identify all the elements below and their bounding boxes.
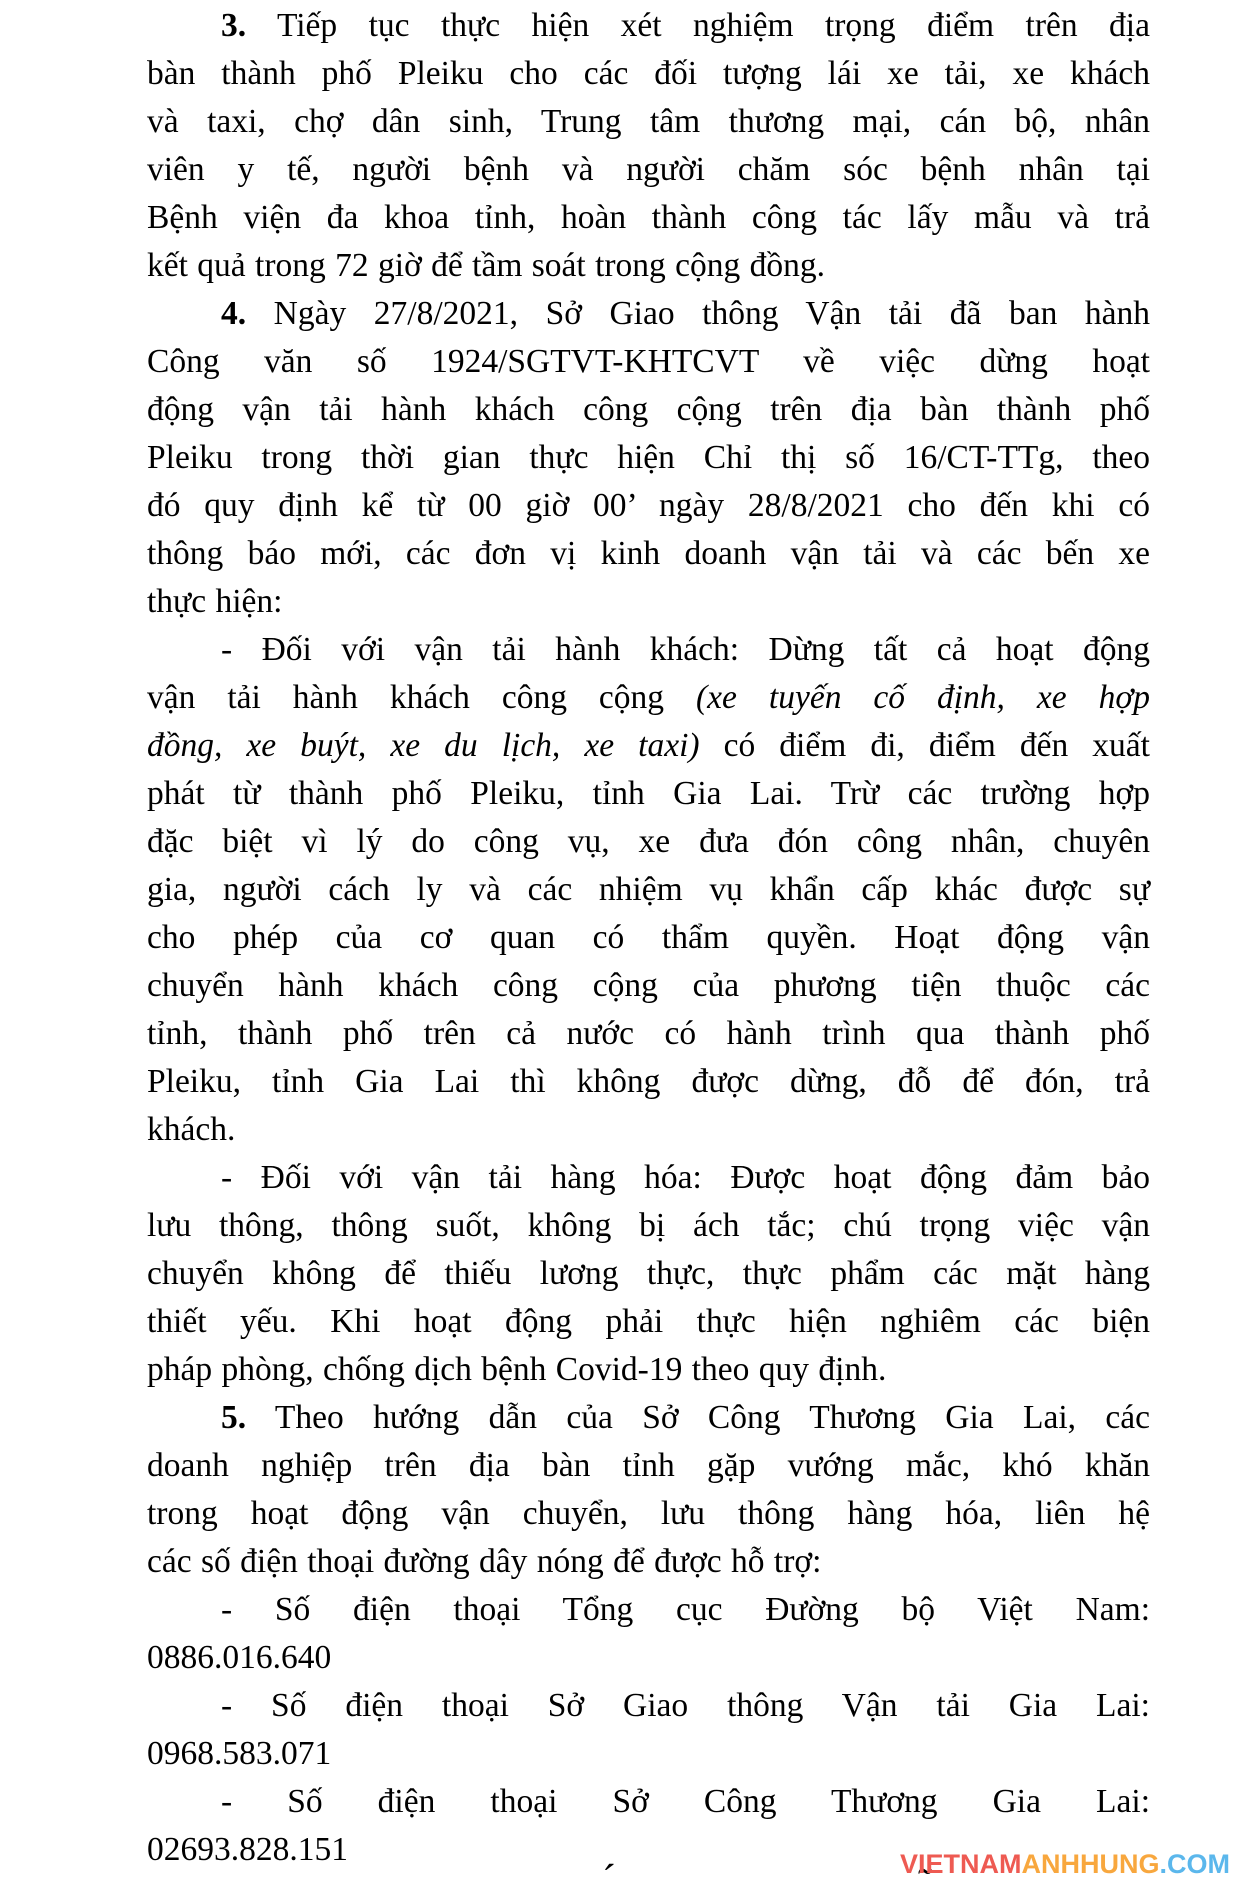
text-segment: - Số điện thoại Tổng cục Đường bộ Việt Nam: [221,1591,1150,1628]
text-line [147,434,1150,482]
text-segment: đó quy định kể từ 00 giờ 00’ ngày 28/8/2021 cho đến khi có [147,487,1150,524]
text-line [147,1442,1150,1490]
text-segment: - Đối với vận tải hành khách: Dừng tất cả hoạt động [221,631,1150,668]
text-line [147,962,1150,1010]
text-segment: Bệnh viện đa khoa tỉnh, hoàn thành công tác lấy mẫu và trả [147,199,1150,236]
text-segment: Pleiku trong thời gian thực hiện Chỉ thị số 16/CT-TTg, theo [147,439,1150,476]
text-line [147,98,1150,146]
text-line [147,1154,1150,1202]
document-body [147,0,1150,1874]
text-line [147,914,1150,962]
text-segment: gia, người cách ly và các nhiệm vụ khẩn cấp khác được sự [147,871,1150,908]
text-line [147,338,1150,386]
text-segment: phát từ thành phố Pleiku, tỉnh Gia Lai. Trừ các trường hợp [147,775,1150,812]
text-line [147,50,1150,98]
text-line [147,386,1150,434]
text-segment: thông báo mới, các đơn vị kinh doanh vận tải và các bến xe [147,535,1150,572]
text-line [147,626,1150,674]
text-line [147,1010,1150,1058]
watermark [900,1849,1230,1880]
text-segment: 0968.583.071 [147,1735,332,1772]
text-line [147,1202,1150,1250]
text-line [147,818,1150,866]
text-segment: thiết yếu. Khi hoạt động phải thực hiện nghiêm các biện [147,1303,1150,1340]
text-segment: tỉnh, thành phố trên cả nước có hành trình qua thành phố [147,1015,1150,1052]
text-segment: Pleiku, tỉnh Gia Lai thì không được dừng, đỗ để đón, trả [147,1063,1150,1100]
bold-text-segment: 3. [221,7,247,44]
text-segment: kết quả trong 72 giờ để tầm soát trong cộng đồng. [147,247,826,284]
text-line [147,2,1150,50]
text-segment: bàn thành phố Pleiku cho các đối tượng lái xe tải, xe khách [147,55,1150,92]
text-segment: chuyển hành khách công cộng của phương tiện thuộc các [147,967,1150,1004]
text-segment: vận tải hành khách công cộng [147,679,697,716]
text-line [147,770,1150,818]
text-segment: 0886.016.640 [147,1639,332,1676]
text-line [147,1730,1150,1778]
text-line [147,146,1150,194]
text-segment: động vận tải hành khách công cộng trên địa bàn thành phố [147,391,1150,428]
text-segment: Công văn số 1924/SGTVT-KHTCVT về việc dừng hoạt [147,343,1150,380]
text-segment: - Số điện thoại Sở Công Thương Gia Lai: [221,1783,1150,1820]
text-line [147,1586,1150,1634]
partial-glyph-fragment: ´ [602,1857,616,1881]
bold-text-segment: 4. [221,295,247,332]
text-segment: Tiếp tục thực hiện xét nghiệm trọng điểm trên địa [246,7,1150,44]
text-segment: cho phép của cơ quan có thẩm quyền. Hoạt động vận [147,919,1150,956]
text-line [147,1058,1150,1106]
watermark-part: ANHHUNG [1021,1849,1160,1879]
text-line [147,1250,1150,1298]
text-segment: trong hoạt động vận chuyển, lưu thông hàng hóa, liên hệ [147,1495,1150,1532]
text-segment: có điểm đi, điểm đến xuất [699,727,1150,764]
text-line [147,578,1150,626]
text-line [147,1778,1150,1826]
text-segment: và taxi, chợ dân sinh, Trung tâm thương mại, cán bộ, nhân [147,103,1150,140]
text-segment: - Số điện thoại Sở Giao thông Vận tải Gia Lai: [221,1687,1150,1724]
text-segment: Theo hướng dẫn của Sở Công Thương Gia Lai, các [246,1399,1150,1436]
italic-text-segment: (xe tuyến cố định, xe hợp [696,679,1150,716]
text-segment: doanh nghiệp trên địa bàn tỉnh gặp vướng mắc, khó khăn [147,1447,1150,1484]
text-segment: - Đối với vận tải hàng hóa: Được hoạt động đảm bảo [221,1159,1150,1196]
text-segment: lưu thông, thông suốt, không bị ách tắc; chú trọng việc vận [147,1207,1150,1244]
text-line [147,1394,1150,1442]
text-line [147,1298,1150,1346]
text-segment: chuyển không để thiếu lương thực, thực phẩm các mặt hàng [147,1255,1150,1292]
text-line [147,1682,1150,1730]
text-line [147,1538,1150,1586]
text-segment: đặc biệt vì lý do công vụ, xe đưa đón công nhân, chuyên [147,823,1150,860]
text-line [147,674,1150,722]
text-segment: khách. [147,1111,236,1148]
text-line [147,1346,1150,1394]
text-line [147,530,1150,578]
text-segment: các số điện thoại đường dây nóng để được hỗ trợ: [147,1543,822,1580]
text-segment: pháp phòng, chống dịch bệnh Covid-19 theo quy định. [147,1351,887,1388]
text-line [147,242,1150,290]
watermark-part: VIETNAM [900,1849,1022,1879]
watermark-part: .COM [1159,1849,1230,1879]
text-segment: thực hiện: [147,583,283,620]
text-line [147,866,1150,914]
text-line [147,1490,1150,1538]
text-line [147,290,1150,338]
bold-text-segment: 5. [221,1399,247,1436]
text-line [147,1106,1150,1154]
text-segment: Ngày 27/8/2021, Sở Giao thông Vận tải đã ban hành [246,295,1150,332]
text-line [147,194,1150,242]
text-line [147,1634,1150,1682]
text-line [147,722,1150,770]
text-segment: viên y tế, người bệnh và người chăm sóc bệnh nhân tại [147,151,1150,188]
italic-text-segment: đồng, xe buýt, xe du lịch, xe taxi) [147,727,700,764]
text-line [147,482,1150,530]
text-segment: 02693.828.151 [147,1831,348,1868]
